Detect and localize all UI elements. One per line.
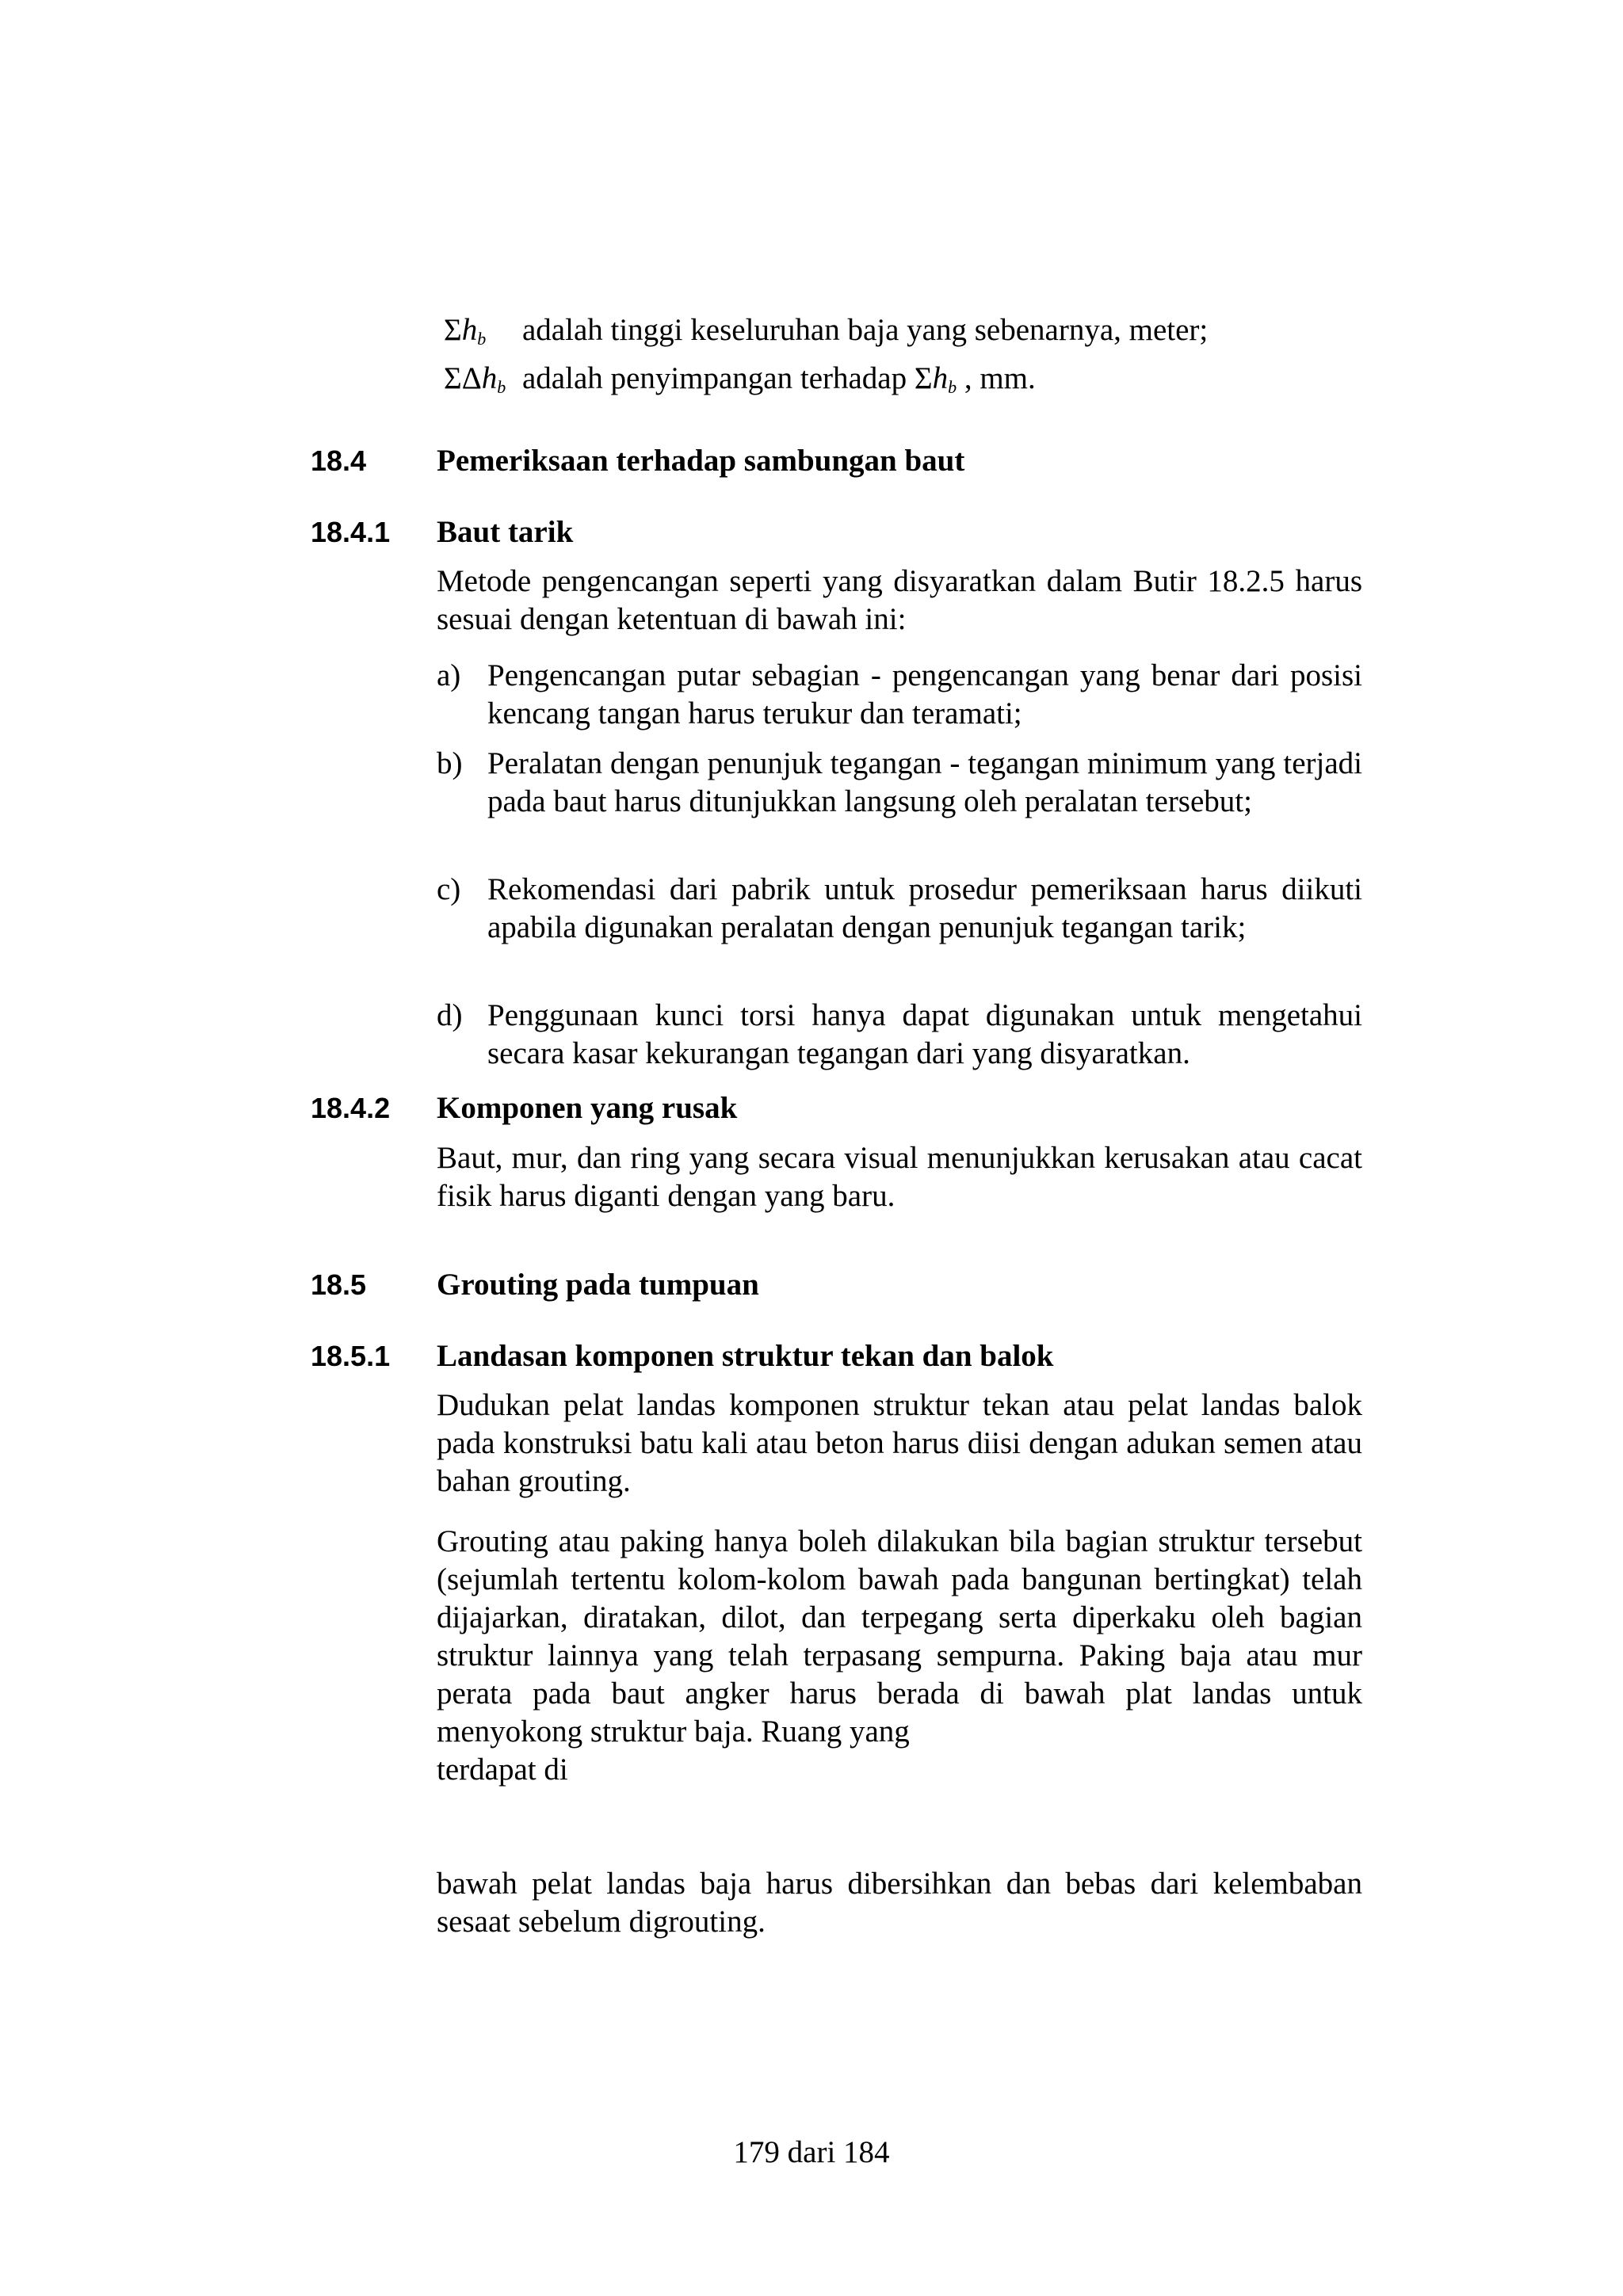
list-item-text: Pengencangan putar sebagian - pengencangan yang benar dari posisi kencang tangan harus terukur dan teramati; xyxy=(487,658,1362,730)
section-number: 18.4 xyxy=(311,444,367,477)
definition-row xyxy=(444,311,1208,359)
list-item-text: Penggunaan kunci torsi hanya dapat digunakan untuk mengetahui secara kasar kekurangan tegangan dari yang disyaratkan. xyxy=(487,998,1362,1070)
list-marker: c) xyxy=(437,872,461,906)
list-item-text: Peralatan dengan penunjuk tegangan - tegangan minimum yang terjadi pada baut harus ditunjukkan langsung oleh peralatan tersebut; xyxy=(487,746,1362,818)
list-item xyxy=(437,657,1362,733)
definition-symbol: ΣΔh$_b$ xyxy=(444,361,506,397)
section-paragraph: Grouting atau paking hanya boleh dilakukan bila bagian struktur tersebut (sejumlah tertentu kolom-kolom bawah pada bangunan bertingkat) telah dijajarkan, diratakan, dilot, dan terpegang serta diperkaku oleh bagian struktur lainnya yang telah terpasang sempurna. Paking baja atau mur perata pada baut angker harus berada di bawah plat landas untuk menyokong struktur baja. Ruang yang xyxy=(437,1524,1362,1749)
section-title: Landasan komponen struktur tekan dan balok xyxy=(437,1339,1054,1373)
section-title: Komponen yang rusak xyxy=(437,1091,738,1125)
list-marker: a) xyxy=(437,658,461,692)
section-number: 18.4.1 xyxy=(311,516,391,548)
definition-text: adalah penyimpangan terhadap $\Sigma h_b$ , mm. xyxy=(522,361,1036,397)
definition-symbol: $\Sigma h_b$ xyxy=(444,313,487,349)
section-number: 18.5.1 xyxy=(311,1340,391,1372)
section-paragraph: bawah pelat landas baja harus dibersihkan dan bebas dari kelembaban sesaat sebelum digrouting. xyxy=(437,1867,1362,1939)
section-paragraph: Dudukan pelat landas komponen struktur tekan atau pelat landas balok pada konstruksi batu kali atau beton harus diisi dengan adukan semen atau bahan grouting. xyxy=(437,1388,1362,1498)
list-marker: d) xyxy=(437,998,463,1032)
section-paragraph: Baut, mur, dan ring yang secara visual menunjukkan kerusakan atau cacat fisik harus diganti dengan yang baru. xyxy=(437,1141,1362,1213)
section-paragraph: Metode pengencangan seperti yang disyaratkan dalam Butir 18.2.5 harus sesuai dengan ketentuan di bawah ini: xyxy=(437,564,1362,636)
definition-text: adalah tinggi keseluruhan baja yang sebenarnya, meter; xyxy=(522,313,1209,347)
list-marker: b) xyxy=(437,746,463,780)
definition-row xyxy=(444,359,1208,407)
definition-list xyxy=(444,311,1208,407)
section-paragraph-end: terdapat di xyxy=(437,1753,568,1787)
list-item xyxy=(437,997,1362,1073)
section-title: Grouting pada tumpuan xyxy=(437,1268,759,1302)
list-item xyxy=(437,871,1362,947)
page-number: 179 dari 184 xyxy=(733,2135,890,2169)
list-item xyxy=(437,745,1362,821)
section-number: 18.4.2 xyxy=(311,1092,391,1124)
section-number: 18.5 xyxy=(311,1268,367,1301)
section-title: Baut tarik xyxy=(437,515,574,549)
list-item-text: Rekomendasi dari pabrik untuk prosedur pemeriksaan harus diikuti apabila digunakan peralatan dengan penunjuk tegangan tarik; xyxy=(487,872,1362,944)
section-title: Pemeriksaan terhadap sambungan baut xyxy=(437,444,965,478)
